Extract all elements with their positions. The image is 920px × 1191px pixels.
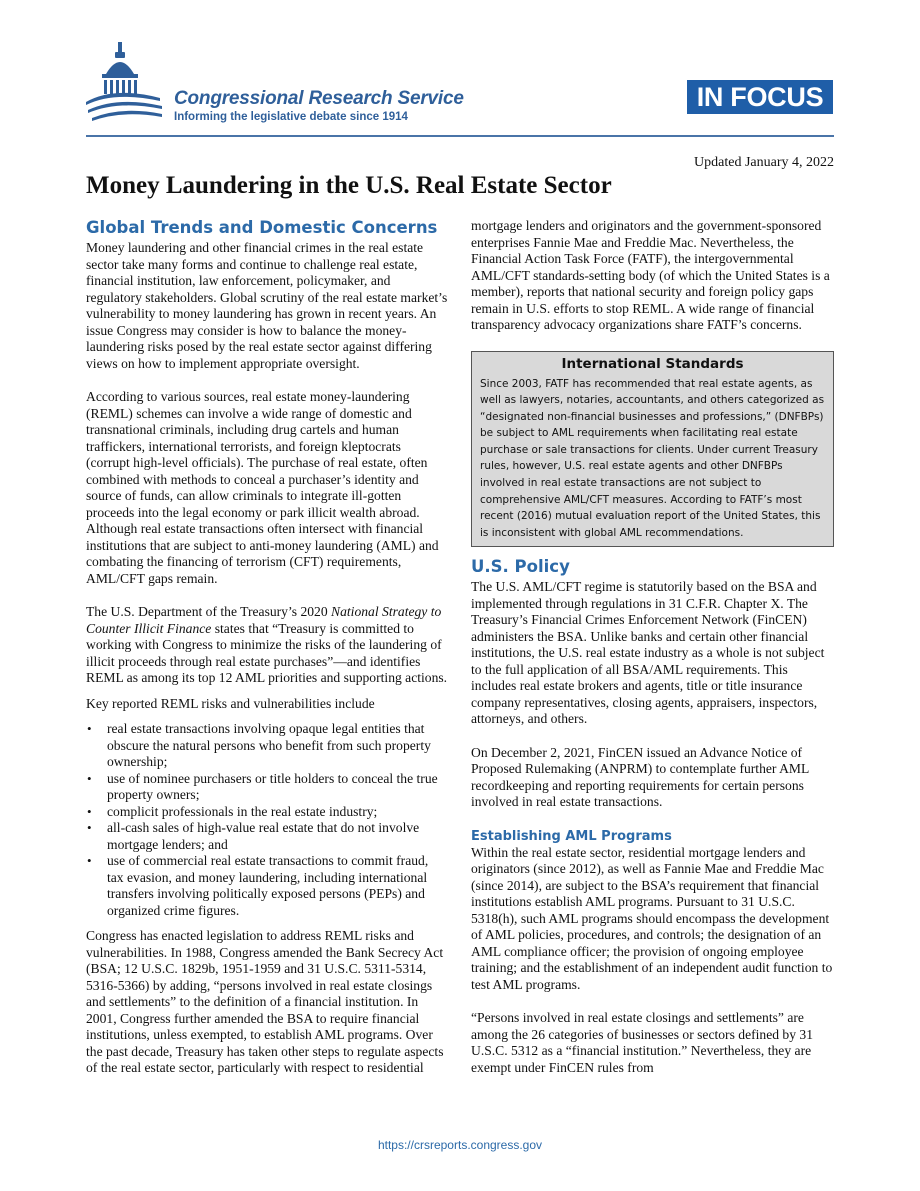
paragraph: The U.S. AML/CFT regime is statutorily based on the BSA and implemented through regulations in 31 C.F.R. Chapter X. The Treasury’s Financial Crimes Enforcement Network (FinCEN) administers the BSA. Unlike banks and certain other financial institutions, the U.S. real estate industry as a whole is not subject to the full application of all BSA/AML requirements. This includes real estate brokers and agents, title or title insurance company representatives, closing agents, appraisers, inspectors, attorneys, and others. [471, 579, 825, 727]
page-header [0, 0, 920, 140]
international-standards-box [471, 351, 834, 548]
risk-list [86, 721, 448, 919]
section-heading-policy: U.S. Policy [471, 557, 570, 577]
right-column [471, 218, 834, 1085]
text-run: The U.S. Department of the Treasury’s 2020 [86, 604, 332, 619]
org-name: Congressional Research Service [174, 88, 464, 109]
paragraph: “Persons involved in real estate closings and settlements” are among the 26 categories of businesses or sectors defined by 31 U.S.C. 5312 as a “financial institution.” Nevertheless, they are exempt under FinCEN rules from [471, 1010, 814, 1075]
paragraph: According to various sources, real estate money-laundering (REML) schemes can involve a wide range of domestic and transnational criminals, including drug cartels and human traffickers, international terrorists, and foreign kleptocrats (corrupt high-level officials). The purchase of real estate, often combined with methods to conceal a purchaser’s identity and source of funds, can allow criminals to integrate ill-gotten proceeds into the legal economy or park illicit wealth abroad. Although real estate transactions often intersect with financial institutions that are subject to anti-money laundering (AML) and combating the financing of terrorism (CFT) requirements, AML/CFT gaps remain. [86, 389, 439, 586]
footer-url[interactable]: https://crsreports.congress.gov [377, 1138, 543, 1152]
updated-date: Updated January 4, 2022 [694, 155, 834, 170]
paragraph: On December 2, 2021, FinCEN issued an Advance Notice of Proposed Rulemaking (ANPRM) to contemplate further AML recordkeeping and reporting requirements for certain persons involved in real estate transactions. [471, 744, 809, 810]
section-heading-global: Global Trends and Domestic Concerns [86, 218, 438, 237]
paragraph [86, 604, 448, 687]
paragraph: Congress has enacted legislation to address REML risks and vulnerabilities. In 1988, Congress amended the Bank Secrecy Act (BSA; 12 U.S.C. 1829b, 1951-1959 and 31 U.S.C. 5311-5314, 5316-5366) by adding, “persons involved in real estate closings and settlements” to the definition of a financial institution. In 2001, Congress further amended the BSA to require financial institutions, unless exempted, to establish AML programs. Over the past decade, Treasury has taken other steps to regulate aspects of the real estate sector, particularly with respect to residential [86, 928, 444, 1075]
report-title: National Strategy to Counter Illicit Finance [86, 604, 442, 636]
box-body: Since 2003, FATF has recommended that real estate agents, as well as lawyers, notaries, accountants, and others categorized as “designated non-financial businesses and professions,” (DNFBPs) be subject to AML requirements when facilitating real estate purchase or sale transactions for clients. Under current Treasury rules, however, U.S. real estate agents and other DNFBPs involved in real estate transactions are not subject to comprehensive AML/CFT measures. According to FATF’s most recent (2016) mutual evaluation report of the United States, this is inconsistent with global AML recommendations. [480, 377, 825, 539]
text-run: states that “Treasury is committed to working with Congress to minimize the risks of the laundering of illicit proceeds through real estate purchases”—and identifies REML as among its top 12 AML priorities and supporting actions. [86, 620, 448, 685]
list-item: • use of nominee purchasers or title holders to conceal the true property owners; [86, 771, 448, 804]
paragraph: Key reported REML risks and vulnerabilities include [86, 695, 375, 711]
left-column [86, 218, 448, 1086]
capitol-dome-icon [84, 40, 164, 130]
page-title: Money Laundering in the U.S. Real Estate Sector [86, 172, 612, 199]
crs-logo [84, 40, 504, 135]
list-item: • real estate transactions involving opaque legal entities that obscure the natural persons who benefit from such property ownership; [86, 721, 448, 771]
subsection-heading: Establishing AML Programs [471, 828, 672, 844]
paragraph: mortgage lenders and originators and the government-sponsored enterprises Fannie Mae and Freddie Mac. Nevertheless, the Financial Action Task Force (FATF), the intergovernmental AML/CFT standards-setting body (of which the United States is a member), reports that national security and foreign policy gaps remain in U.S. efforts to stop REML. A wide range of financial transparency advocacy organizations share FATF’s concerns. [471, 218, 830, 332]
paragraph: Money laundering and other financial crimes in the real estate sector take many forms and continue to challenge real estate, financial institution, law enforcement, policymaker, and regulatory stakeholders. Global scrutiny of the real estate market’s vulnerability to money laundering has grown in recent years. An issue Congress may consider is how to balance the money-laundering risks posed by the real estate sector against differing views on how to implement appropriate oversight. [86, 240, 448, 371]
org-tagline: Informing the legislative debate since 1914 [174, 111, 408, 123]
paragraph: Within the real estate sector, residential mortgage lenders and originators (since 2012), as well as Fannie Mae and Freddie Mac (since 2014), are subject to the BSA’s requirement that financial institutions establish AML programs. Pursuant to 31 U.S.C. 5318(h), such AML programs should encompass the development of AML policies, procedures, and controls; the designation of an AML compliance officer; the provision of ongoing employee training; and the establishment of an independent audit function to test AML programs. [471, 844, 833, 992]
list-item: • use of commercial real estate transactions to commit fraud, tax evasion, and money laundering, including international transfers involving politically exposed persons (PEPs) and organized crime figures. [86, 853, 448, 919]
box-title: International Standards [561, 355, 744, 372]
header-divider [86, 135, 834, 137]
in-focus-badge: IN FOCUS [687, 80, 833, 114]
list-item: • complicit professionals in the real estate industry; [86, 804, 448, 821]
list-item: • all-cash sales of high-value real estate that do not involve mortgage lenders; and [86, 820, 448, 853]
